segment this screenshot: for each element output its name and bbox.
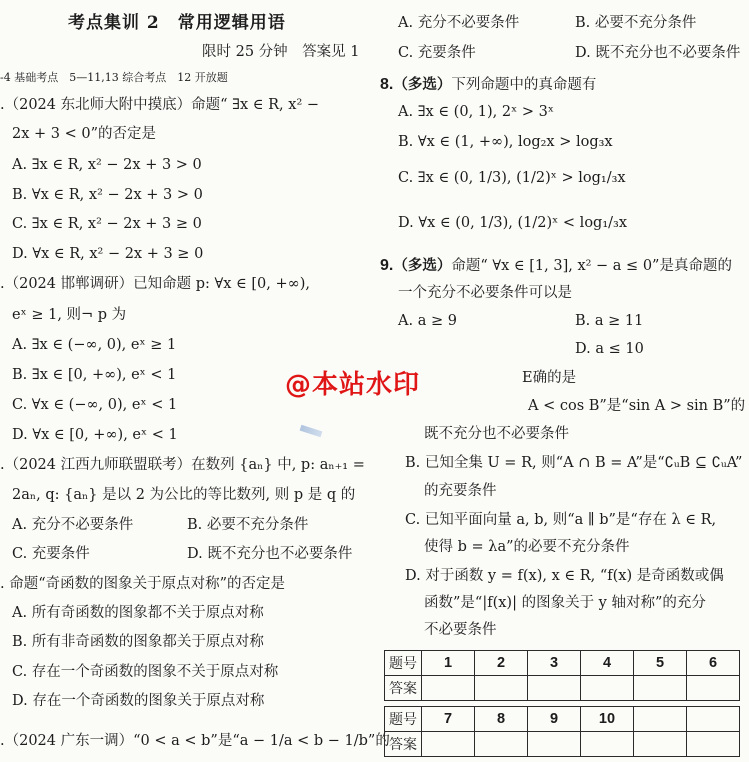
answer-cell[interactable] [687,676,740,701]
q9-stem [380,256,732,275]
q8-option-a: A. ∃x ∈ (0, 1), 2ˣ > 3ˣ [398,104,554,120]
table-cell-qnum: 3 [528,651,581,676]
q10-option-d-line3: 不必要条件 [424,622,497,638]
q4-option-d: D. 存在一个奇函数的图象关于原点对称 [12,693,265,709]
table-cell-qnum [687,707,740,732]
table-cell-qnum: 1 [422,651,475,676]
table-cell-qnum: 5 [634,651,687,676]
answer-table [384,650,740,757]
table-cell-qnum: 9 [528,707,581,732]
q10-fragment-2: A < cos B”是“sin A > sin B”的 [528,398,746,414]
q2-option-a: A. ∃x ∈ (−∞, 0), eˣ ≥ 1 [12,337,177,353]
q4-option-b: B. 所有非奇函数的图象都关于原点对称 [12,634,264,650]
answer-cell[interactable] [475,676,528,701]
q1-option-c: C. ∃x ∈ R, x² − 2x + 3 ≥ 0 [12,216,202,232]
q4-option-a: A. 所有奇函数的图象都不关于原点对称 [12,605,264,621]
q8-stem-text: 下列命题中的真命题有 [451,77,597,93]
q8-number: 8. [380,76,394,93]
q1-stem-line1: .（2024 东北师大附中摸底）命题“ ∃x ∈ R, x² − [0,97,320,113]
answer-cell[interactable] [634,732,687,757]
q9-stem-text: 命题“ ∀x ∈ [1, 3], x² − a ≤ 0”是真命题的 [451,258,732,274]
q10-option-b-line2: 的充要条件 [424,483,497,499]
q2-option-c: C. ∀x ∈ (−∞, 0), eˣ < 1 [12,397,178,413]
answer-cell[interactable] [422,732,475,757]
answer-cell[interactable] [687,732,740,757]
q1-option-a: A. ∃x ∈ R, x² − 2x + 3 > 0 [12,157,202,173]
right-column [374,0,749,762]
answer-table-answer-row-2 [385,732,740,757]
answer-cell[interactable] [634,676,687,701]
answer-label: 答案 [385,676,422,701]
q7-option-d: D. 既不充分也不必要条件 [575,45,741,61]
q7-option-b: B. 必要不充分条件 [575,15,697,31]
q8-multi-tag: （多选） [393,76,452,93]
answer-cell[interactable] [475,732,528,757]
q2-option-b: B. ∃x ∈ [0, +∞), eˣ < 1 [12,367,177,383]
q3-option-a: A. 充分不必要条件 [12,517,134,533]
table-cell-qnum: 4 [581,651,634,676]
q1-option-b: B. ∀x ∈ R, x² − 2x + 3 > 0 [12,187,203,203]
answer-table-answer-row-1 [385,676,740,701]
q7-option-a: A. 充分不必要条件 [398,15,520,31]
table-cell-qnum: 8 [475,707,528,732]
q10-option-c-line1: C. 已知平面向量 a, b, 则“a ∥ b”是“存在 λ ∈ R, [405,512,717,528]
answer-cell[interactable] [528,732,581,757]
answer-cell[interactable] [581,676,634,701]
q5-stem: .（2024 广东一调）“0 < a < b”是“a − 1/a < b − 1/b”的 [0,733,390,749]
q10-option-d-line1: D. 对于函数 y = f(x), x ∈ R, “f(x) 是奇函数或偶 [405,568,724,584]
q9-multi-tag: （多选） [393,257,452,274]
q10-fragment-3: 既不充分也不必要条件 [424,426,569,442]
q8-stem [380,75,596,94]
table-cell-qnum: 2 [475,651,528,676]
q2-stem-line1: .（2024 邯郸调研）已知命题 p: ∀x ∈ [0, +∞), [0,276,310,292]
q8-option-b: B. ∀x ∈ (1, +∞), log₂x > log₃x [398,134,613,150]
q9-option-d: D. a ≤ 10 [575,341,644,357]
q4-stem: . 命题“奇函数的图象关于原点对称”的否定是 [0,576,286,592]
q9-option-a: A. a ≥ 9 [398,313,457,329]
q3-option-c: C. 充要条件 [12,546,90,562]
q10-option-d-line2: 函数”是“|f(x)| 的图象关于 y 轴对称”的充分 [424,595,706,611]
q9-option-b: B. a ≥ 11 [575,313,644,329]
q3-option-b: B. 必要不充分条件 [187,517,309,533]
q9-number: 9. [380,257,394,274]
q10-fragment-1: E确的是 [522,370,577,386]
q1-option-d: D. ∀x ∈ R, x² − 2x + 3 ≥ 0 [12,246,204,262]
q10-option-b-line1: B. 已知全集 U = R, 则“A ∩ B = A”是“∁ᵤB ⊆ ∁ᵤA” [405,455,743,471]
answer-table-header-row-2 [385,707,740,732]
answer-cell[interactable] [581,732,634,757]
q8-option-c: C. ∃x ∈ (0, 1/3), (1/2)ˣ > log₁/₃x [398,170,626,186]
answer-cell[interactable] [422,676,475,701]
watermark: @本站水印 [285,370,421,400]
q10-option-c-line2: 使得 b = λa”的必要不充分条件 [424,539,630,555]
table-cell-qnum: 10 [581,707,634,732]
table-cell-qnum: 6 [687,651,740,676]
answer-label: 答案 [385,732,422,757]
q4-option-c: C. 存在一个奇函数的图象不关于原点对称 [12,664,279,680]
table-cell-qnum [634,707,687,732]
answer-cell[interactable] [528,676,581,701]
time-limit: 限时 25 分钟 答案见 1 [202,44,360,60]
q7-option-c: C. 充要条件 [398,45,476,61]
q2-stem-line2: eˣ ≥ 1, 则¬ p 为 [12,307,127,323]
table-cell-qnum: 7 [422,707,475,732]
question-number-label: 题号 [385,707,422,732]
q9-stem-line2: 一个充分不必要条件可以是 [398,285,572,301]
q2-option-d: D. ∀x ∈ [0, +∞), eˣ < 1 [12,427,178,443]
q3-stem-line1: .（2024 江西九师联盟联考）在数列 {aₙ} 中, p: aₙ₊₁ = [0,457,365,473]
answer-table-header-row-1 [385,651,740,676]
q3-option-d: D. 既不充分也不必要条件 [187,546,353,562]
q1-stem-line2: 2x + 3 < 0”的否定是 [12,126,157,142]
question-number-label: 题号 [385,651,422,676]
level-legend: -4 基础考点 5—11,13 综合考点 12 开放题 [0,71,228,84]
q3-stem-line2: 2aₙ, q: {aₙ} 是以 2 为公比的等比数列, 则 p 是 q 的 [12,487,356,503]
q8-option-d: D. ∀x ∈ (0, 1/3), (1/2)ˣ < log₁/₃x [398,215,628,231]
section-title: 考点集训 2 常用逻辑用语 [68,13,286,33]
